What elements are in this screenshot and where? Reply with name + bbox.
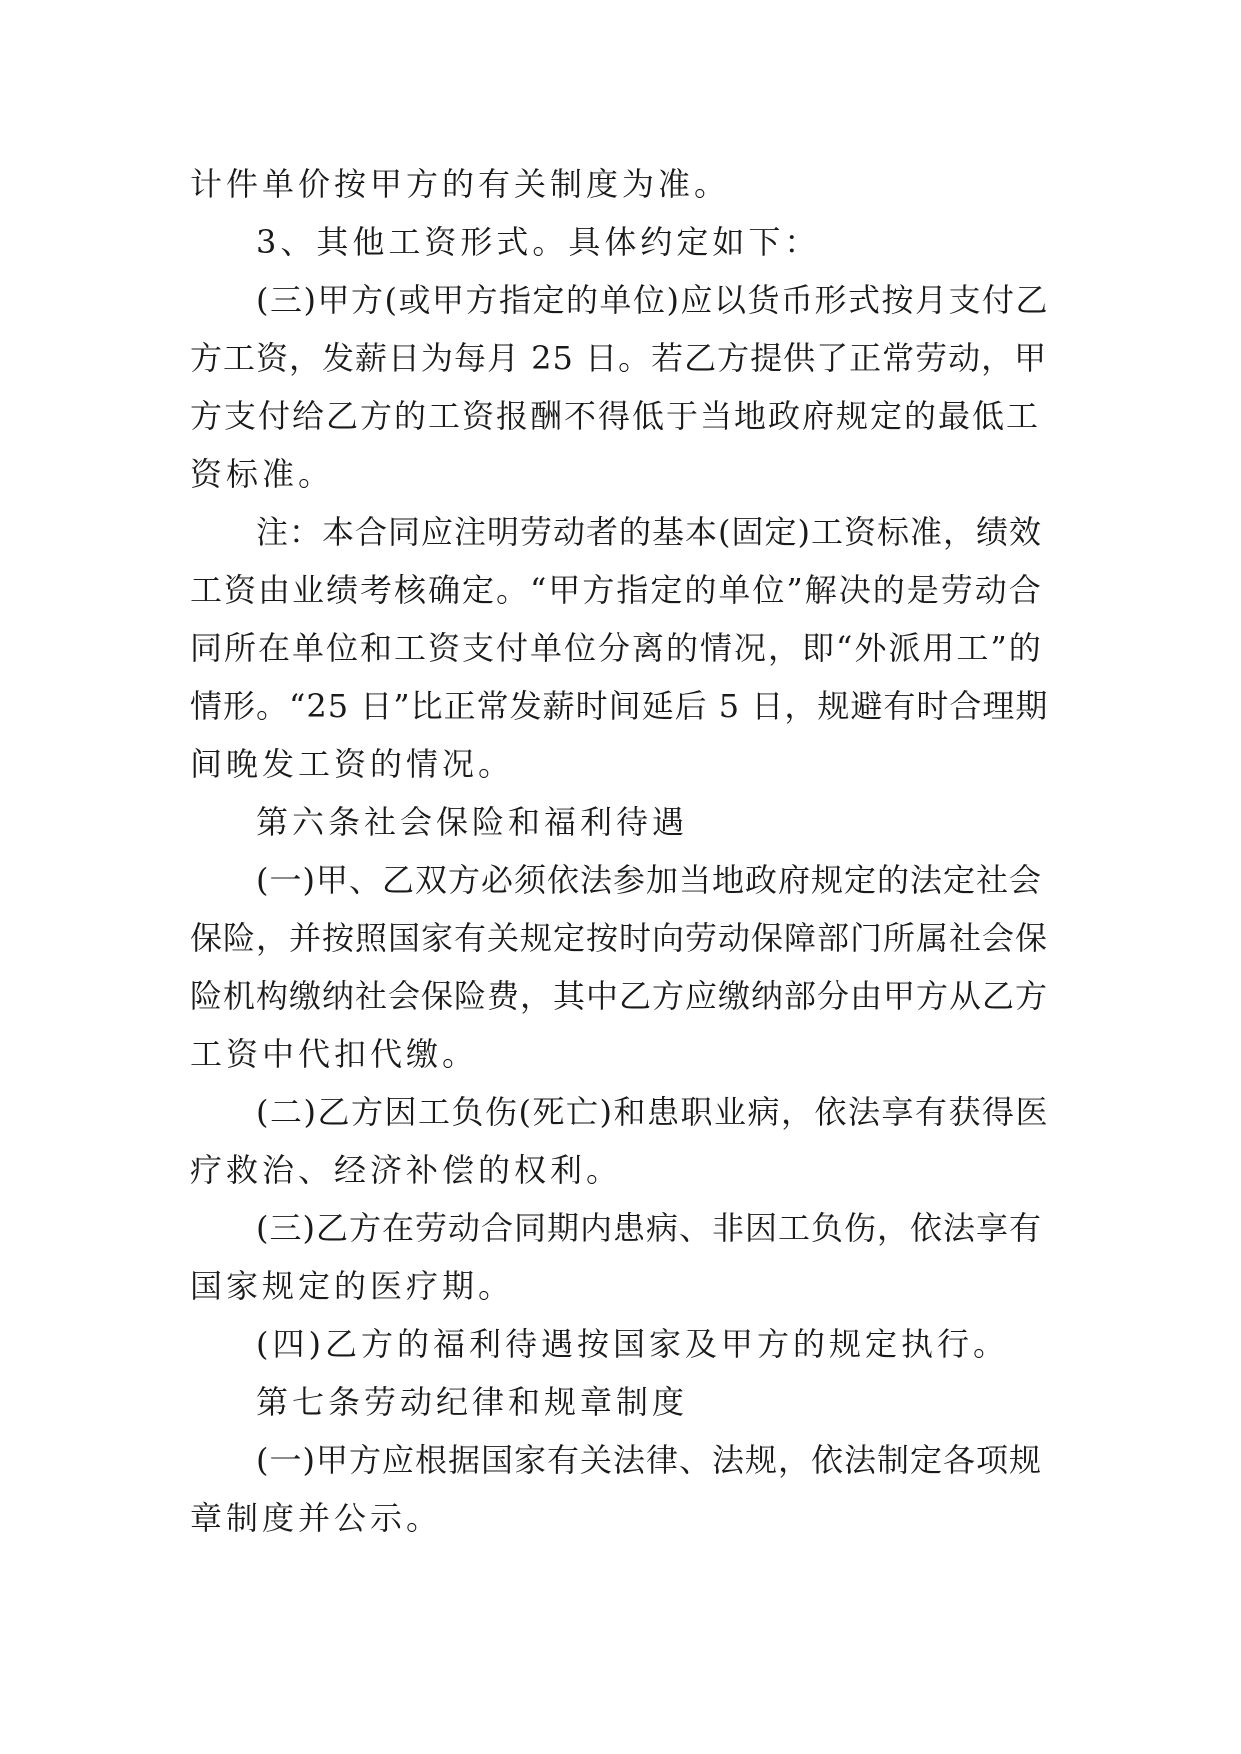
text-line: 同所在单位和工资支付单位分离的情况，即“外派用工”的 — [190, 629, 1043, 667]
text-line: 疗救治、经济补偿的权利。 — [190, 1151, 623, 1189]
text-line: 方工资，发薪日为每月 25 日。若乙方提供了正常劳动，甲 — [190, 339, 1048, 377]
text-line: 工资由业绩考核确定。“甲方指定的单位”解决的是劳动合 — [190, 571, 1043, 609]
text-line: 方支付给乙方的工资报酬不得低于当地政府规定的最低工 — [190, 397, 1041, 435]
text-line: 章制度并公示。 — [190, 1499, 443, 1537]
section-heading: 第六条社会保险和福利待遇 — [256, 803, 689, 841]
text-line: (三)甲方(或甲方指定的单位)应以货币形式按月支付乙 — [256, 281, 1049, 319]
text-line: (四)乙方的福利待遇按国家及甲方的规定执行。 — [256, 1325, 1009, 1363]
text-line: (一)甲、乙双方必须依法参加当地政府规定的法定社会 — [256, 861, 1042, 899]
text-line: 3、其他工资形式。具体约定如下： — [256, 223, 821, 261]
text-line: 计件单价按甲方的有关制度为准。 — [190, 165, 731, 203]
text-line: (三)乙方在劳动合同期内患病、非因工负伤，依法享有 — [256, 1209, 1042, 1247]
text-line: 情形。“25 日”比正常发薪时间延后 5 日，规避有时合理期 — [190, 687, 1049, 725]
text-line: 国家规定的医疗期。 — [190, 1267, 515, 1305]
text-line: 资标准。 — [190, 455, 335, 493]
text-line: 险机构缴纳社会保险费，其中乙方应缴纳部分由甲方从乙方 — [190, 977, 1049, 1015]
text-line: (一)甲方应根据国家有关法律、法规，依法制定各项规 — [256, 1441, 1042, 1479]
text-line: 间晚发工资的情况。 — [190, 745, 515, 783]
text-line: (二)乙方因工负伤(死亡)和患职业病，依法享有获得医 — [256, 1093, 1049, 1131]
section-heading: 第七条劳动纪律和规章制度 — [256, 1383, 689, 1421]
text-line: 注：本合同应注明劳动者的基本(固定)工资标准，绩效 — [256, 513, 1042, 551]
text-line: 工资中代扣代缴。 — [190, 1035, 479, 1073]
text-line: 保险，并按照国家有关规定按时向劳动保障部门所属社会保 — [190, 919, 1049, 957]
